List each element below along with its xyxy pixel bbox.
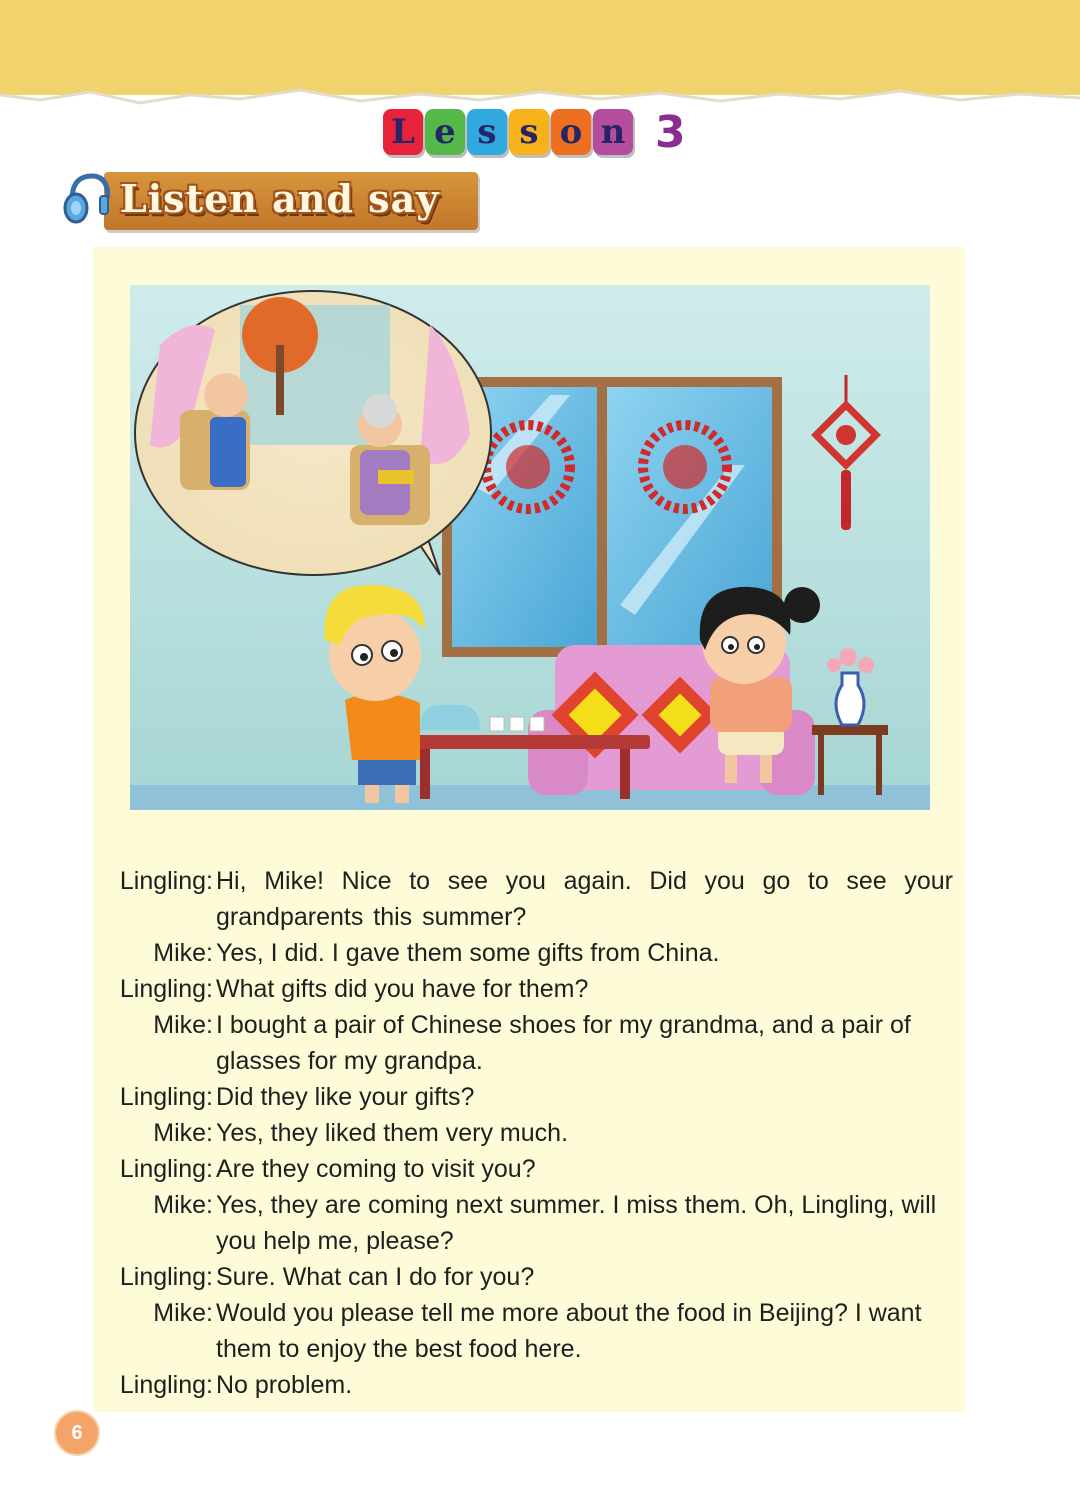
- speech-text: Would you please tell me more about the food in Beijing? I want them to enjoy the best food here.: [216, 1299, 922, 1363]
- dialogue-line: [103, 1007, 953, 1079]
- dialogue-line: [103, 1079, 953, 1115]
- speaker-name: Lingling:: [119, 1371, 213, 1399]
- dialogue-line: [103, 935, 953, 971]
- lesson-title: [383, 100, 686, 164]
- speech-text: Hi, Mike! Nice to see you again. Did you go to see your grandparents this summer?: [216, 867, 953, 931]
- speaker-name: Mike:: [153, 1119, 213, 1147]
- dialogue-line: [103, 1367, 953, 1403]
- dialogue-line: [103, 1187, 953, 1259]
- lesson-letter-tile: e: [425, 109, 465, 155]
- speech-text: Are they coming to visit you?: [216, 1155, 536, 1183]
- lesson-letter-tile: o: [551, 109, 591, 155]
- section-banner: [62, 168, 478, 232]
- grandpa-figure: [204, 373, 248, 417]
- speaker-name: Mike:: [153, 1299, 213, 1327]
- dialogue-line: [103, 1295, 953, 1367]
- dialogue-line: [103, 1259, 953, 1295]
- lesson-letter-tile: n: [593, 109, 633, 155]
- headphones-icon: [62, 168, 110, 228]
- speaker-name: Mike:: [153, 1011, 213, 1039]
- teapot: [420, 705, 480, 730]
- top-decorative-band: [0, 0, 1080, 110]
- speaker-name: Lingling:: [119, 867, 213, 895]
- dialogue-line: [103, 863, 953, 935]
- speaker-name: Mike:: [153, 1191, 213, 1219]
- speech-text: Sure. What can I do for you?: [216, 1263, 535, 1291]
- speech-text: What gifts did you have for them?: [216, 975, 589, 1003]
- speech-text: Yes, they liked them very much.: [216, 1119, 569, 1147]
- thought-bubble: [135, 291, 491, 575]
- lesson-letter-tile: s: [467, 109, 507, 155]
- dialogue-line: [103, 1115, 953, 1151]
- speech-text: Yes, I did. I gave them some gifts from China.: [216, 939, 720, 967]
- lesson-letter-tile: s: [509, 109, 549, 155]
- speaker-name: Lingling:: [119, 1155, 213, 1183]
- lesson-letter-tile: L: [383, 109, 423, 155]
- lesson-number: 3: [655, 106, 686, 158]
- speaker-name: Lingling:: [119, 1263, 213, 1291]
- speech-text: Yes, they are coming next summer. I miss them. Oh, Lingling, will you help me, please?: [216, 1191, 937, 1255]
- dialogue-line: [103, 1151, 953, 1187]
- speech-text: I bought a pair of Chinese shoes for my grandma, and a pair of glasses for my grandpa.: [216, 1011, 911, 1075]
- dialogue-text: [103, 863, 953, 1403]
- dialogue-illustration: [130, 285, 930, 810]
- section-title: Listen and say: [120, 176, 440, 221]
- page-number-badge: 6: [54, 1410, 100, 1456]
- dialogue-line: [103, 971, 953, 1007]
- speaker-name: Lingling:: [119, 1083, 213, 1111]
- speech-text: Did they like your gifts?: [216, 1083, 475, 1111]
- speech-text: No problem.: [216, 1371, 353, 1399]
- speaker-name: Mike:: [153, 939, 213, 967]
- speaker-name: Lingling:: [119, 975, 213, 1003]
